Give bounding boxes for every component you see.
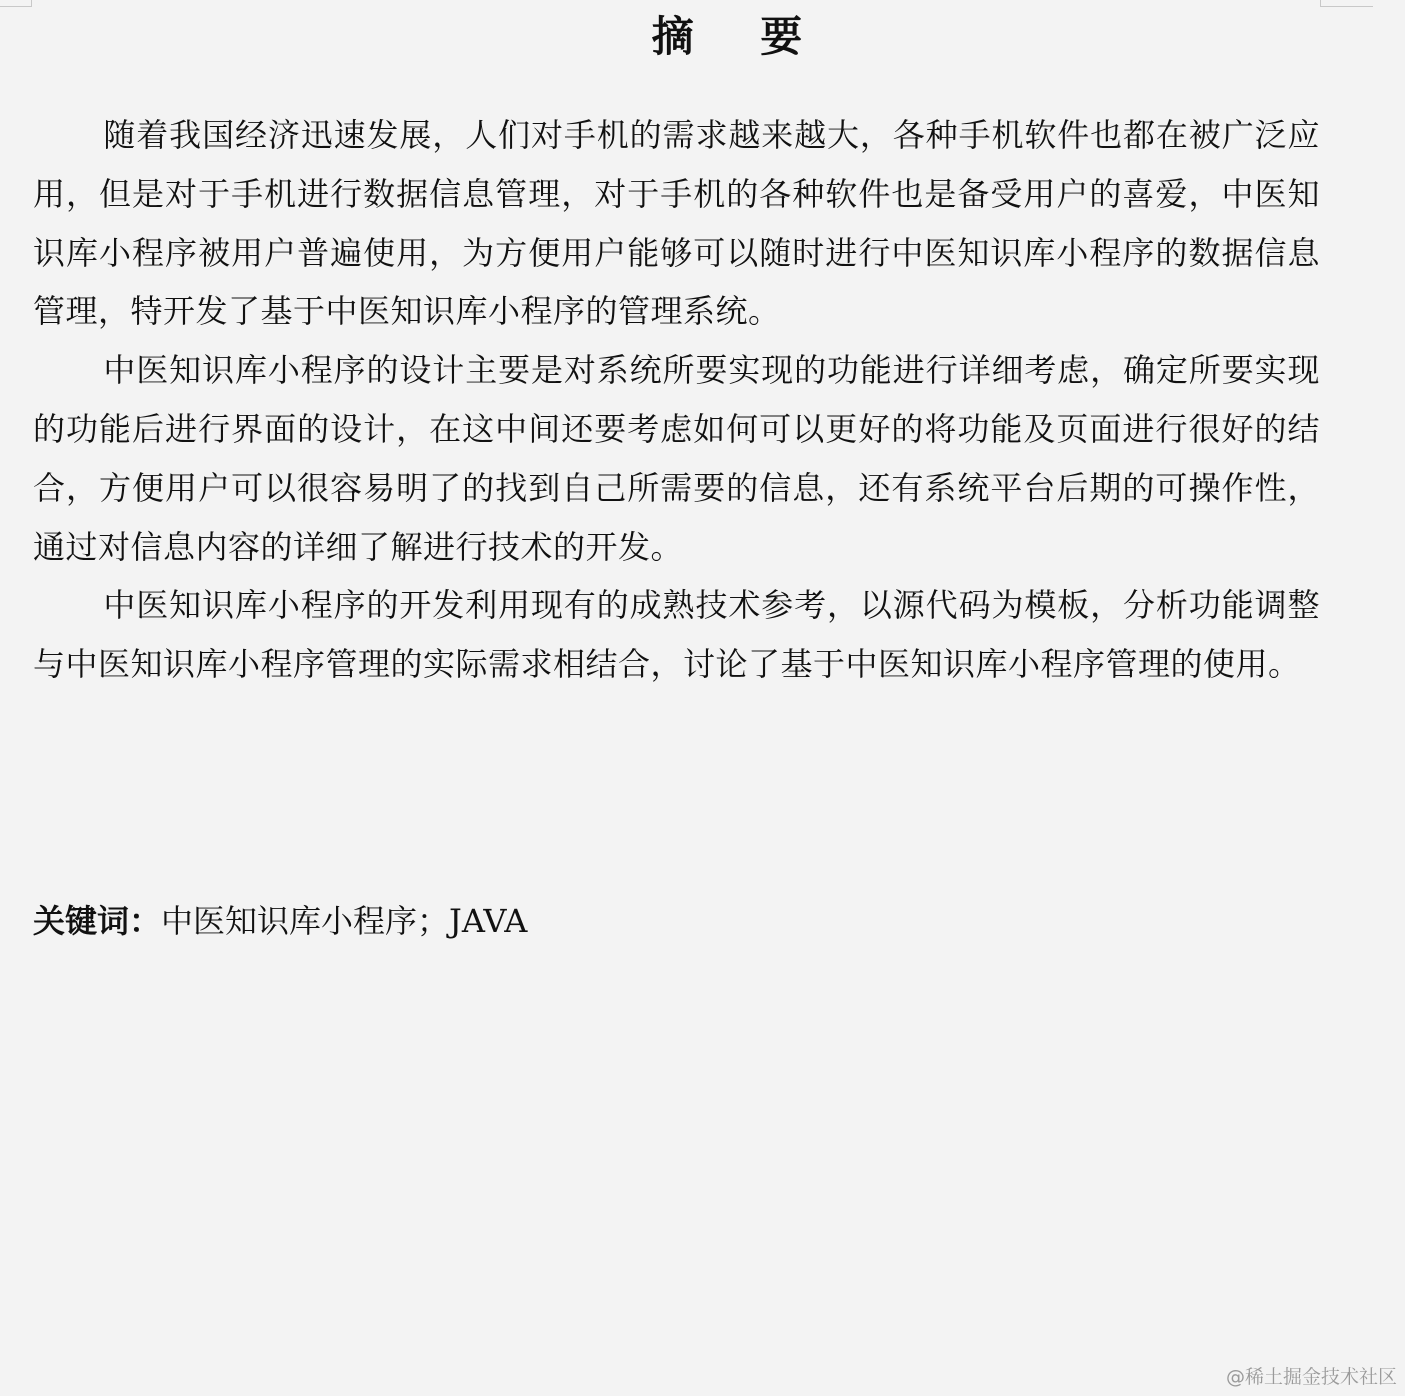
- abstract-title: 摘 要: [651, 12, 829, 61]
- crop-mark-top-left: [0, 0, 32, 7]
- keywords-label: 关键词：: [33, 902, 162, 940]
- abstract-paragraph-3: 中医知识库小程序的开发利用现有的成熟技术参考，以源代码为模板，分析功能调整与中医知识库小程序管理的实际需求相结合，讨论了基于中医知识库小程序管理的使用。: [33, 586, 1320, 684]
- abstract-paragraph-2: 中医知识库小程序的设计主要是对系统所要实现的功能进行详细考虑，确定所要实现的功能后进行界面的设计，在这中间还要考虑如何可以更好的将功能及页面进行很好的结合，方便用户可以很容易明了的找到自己所需要的信息，还有系统平台后期的可操作性，通过对信息内容的详细了解进行技术的开发。: [33, 351, 1320, 566]
- source-watermark: @稀土掘金技术社区: [1225, 1366, 1397, 1388]
- abstract-paragraph-1: 随着我国经济迅速发展，人们对手机的需求越来越大，各种手机软件也都在被广泛应用，但是对于手机进行数据信息管理，对于手机的各种软件也是备受用户的喜爱，中医知识库小程序被用户普遍使用，为方便用户能够可以随时进行中医知识库小程序的数据信息管理，特开发了基于中医知识库小程序的管理系统。: [33, 116, 1320, 331]
- crop-mark-top-right: [1320, 0, 1373, 7]
- keywords-value: 中医知识库小程序；JAVA: [161, 902, 528, 940]
- abstract-body: [33, 106, 1320, 694]
- keywords-line: [33, 892, 527, 950]
